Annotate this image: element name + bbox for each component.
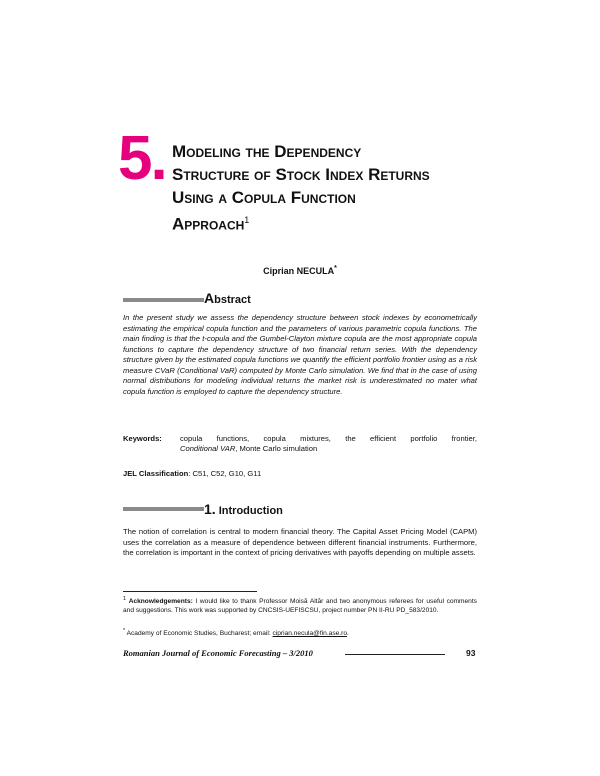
footnote-1-label: Acknowledgements: [128, 598, 193, 606]
keywords-line-1: copula functions, copula mixtures, the efficient portfolio frontier, [180, 434, 477, 443]
keywords-conditional-var: Conditional VAR [180, 444, 236, 453]
introduction-text: The notion of correlation is central to modern financial theory. The Capital Asset Pricing Model (CAPM) uses the correlation as a measure of dependence between different financial instruments. Furthermore, the correlation is important in the context of pricing derivatives with payoffs depending on multiple assets. [123, 527, 477, 557]
abstract-heading [204, 291, 251, 307]
jel-classification [123, 469, 261, 478]
introduction-heading-text: Introduction [215, 505, 283, 517]
author-email-link[interactable]: ciprian.necula@fin.ase.ro [272, 630, 347, 638]
keywords-label: Keywords: [123, 434, 162, 443]
journal-name: Romanian Journal of Economic Forecasting – 3/2010 [123, 648, 313, 658]
footnote-1-mark: 1 [123, 596, 127, 602]
abstract-heading-initial: A [204, 290, 215, 306]
keywords-line-2 [180, 444, 317, 455]
jel-codes: : C51, C52, G10, G11 [188, 469, 262, 478]
author-line [0, 265, 600, 276]
author-mark: * [334, 265, 337, 272]
introduction-heading [204, 502, 283, 518]
footnote-2-end: . [347, 630, 349, 638]
footnote-rule [123, 591, 257, 592]
footnote-2 [123, 627, 477, 638]
title-footnote-mark: 1 [244, 215, 250, 225]
introduction-heading-bar [123, 507, 204, 511]
title-line-4-text: Approach [172, 214, 245, 234]
footnote-2-text: Academy of Economic Studies, Bucharest; email: [125, 630, 273, 638]
chapter-number: 5. [118, 124, 166, 193]
footnote-1 [123, 595, 477, 615]
introduction-number: 1. [204, 501, 216, 517]
paper-title [172, 140, 502, 236]
abstract-heading-rest: bstract [214, 294, 251, 306]
title-line-2: Structure of Stock Index Returns [172, 165, 430, 184]
title-line-1: Modeling the Dependency [172, 142, 362, 161]
footnote-2-mark: * [123, 628, 126, 634]
author-name: Ciprian NECULA [263, 266, 335, 276]
abstract-heading-bar [123, 298, 204, 302]
title-line-3: Using a Copula Function [172, 188, 356, 207]
keywords-line-2-rest: , Monte Carlo simulation [235, 444, 318, 453]
page-number: 93 [466, 648, 476, 658]
footer-rule [345, 654, 445, 655]
jel-label: JEL Classification [123, 469, 189, 478]
abstract-text: In the present study we assess the dependency structure between stock indexes by econometrically estimating the empirical copula function and the parameters of various parametric copula functions. The main finding is that the t-copula and the Gumbel-Clayton mixture copula are the most appropriate copula functions to capture the dependency structure of two financial return series. With the dependency structure given by the estimated copula functions we quantify the efficient portfolio frontier using as a risk measure CVaR (Conditional VaR) computed by Monte Carlo simulation. We find that in the case of using normal distributions for modeling individual returns the market risk is underestimated no mater what copula function is employed to capture the dependency structure. [123, 313, 477, 396]
title-line-4 [172, 209, 502, 236]
footnote-1-text: I would like to thank Professor Moisă Altăr and two anonymous referees for useful comments and suggestions. This work was supported by CNCSIS-UEFISCSU, project number PN II-RU PD_583/2010. [123, 598, 477, 615]
